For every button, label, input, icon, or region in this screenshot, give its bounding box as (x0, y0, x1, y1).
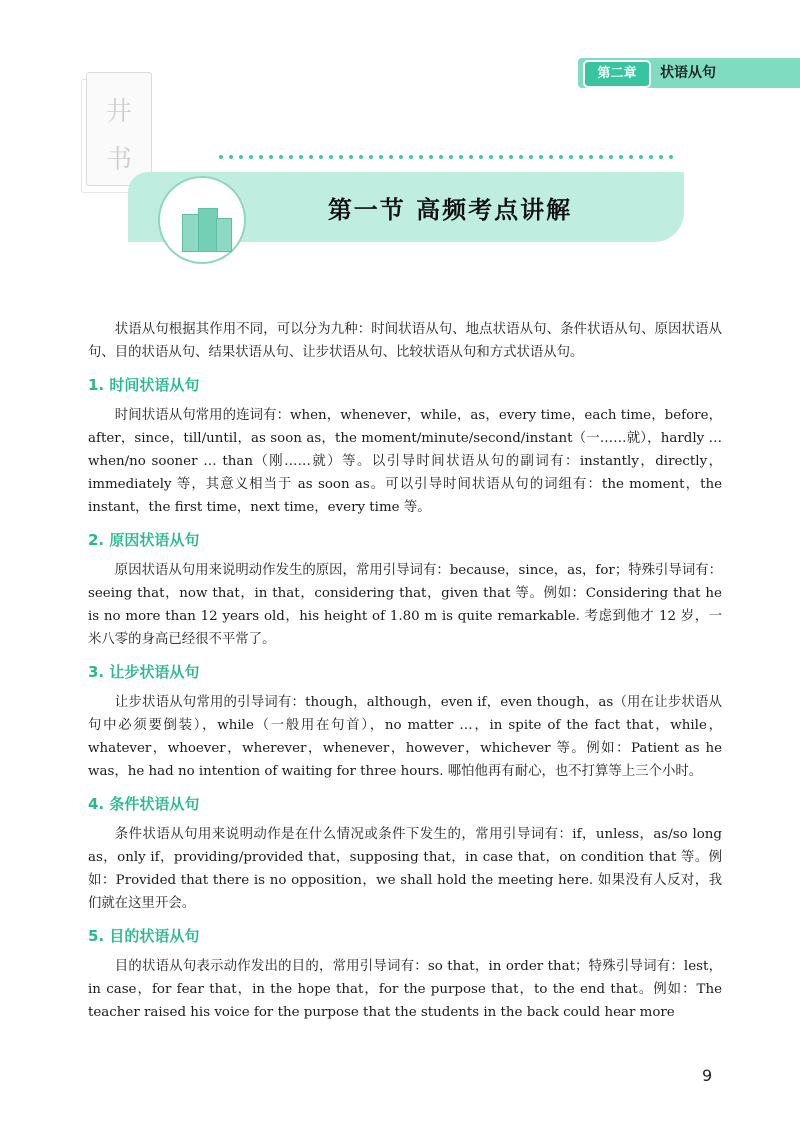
section-title: 第一节 高频考点讲解 (327, 195, 573, 224)
logo-char-top: 井 (105, 97, 132, 127)
heading-concession-clause: 3. 让步状语从句 (88, 663, 200, 681)
dotted-divider (216, 152, 676, 162)
paragraph-condition-clause: 条件状语从句用来说明动作是在什么情况或条件下发生的，常用引导词有：if，unless，as/so long as，only if，providing/provided that，supposing that，in case that，on condition that 等。例如：Provided that there is no opposition，we shall hold the meeting here. 如果没有人反对，我们就在这里开会。 (88, 827, 722, 911)
paragraph-reason-clause: 原因状语从句用来说明动作发生的原因，常用引导词有：because，since，as，for；特殊引导词有：seeing that，now that，in that，considering that，given that 等。例如：Considering that he is no more than 12 years old，his height of 1.80 m is quite remarkable. 考虑到他才 12 岁，一米八零的身高已经很不平常了。 (88, 563, 722, 647)
heading-condition-clause: 4. 条件状语从句 (88, 795, 200, 813)
heading-reason-clause: 2. 原因状语从句 (88, 531, 200, 549)
heading-time-clause: 1. 时间状语从句 (88, 376, 200, 394)
chapter-label: 第二章 (583, 60, 651, 88)
page-content (88, 318, 722, 1024)
heading-purpose-clause: 5. 目的状语从句 (88, 927, 200, 945)
page-number: 9 (702, 1066, 713, 1085)
intro-paragraph: 状语从句根据其作用不同，可以分为九种：时间状语从句、地点状语从句、条件状语从句、原因状语从句、目的状语从句、结果状语从句、让步状语从句、比较状语从句和方式状语从句。 (88, 322, 722, 360)
building-right-icon (216, 218, 232, 252)
paragraph-purpose-clause: 目的状语从句表示动作发出的目的，常用引导词有：so that，in order that；特殊引导词有：lest，in case，for fear that，in the hope that，for the purpose that，to the end that。例如：The teacher raised his voice for the purpose that the students in the back could hear more (88, 959, 722, 1020)
chapter-title: 状语从句 (660, 65, 716, 81)
logo-char-bottom: 书 (105, 145, 132, 175)
building-center-icon (198, 208, 218, 252)
paragraph-concession-clause: 让步状语从句常用的引导词有：though，although，even if，even though，as（用在让步状语从句中必须要倒装），while（一般用在句首），no matter …，in spite of the fact that，while，whatever，whoever，wherever，whenever，however，whichever 等。例如：Patient as he was，he had no intention of waiting for three hours. 哪怕他再有耐心，也不打算等上三个小时。 (88, 695, 722, 779)
publisher-logo (86, 72, 152, 186)
paragraph-time-clause: 时间状语从句常用的连词有：when，whenever，while，as，every time，each time，before，after，since，till/until，as soon as，the moment/minute/second/instant（一……就），hardly … when/no sooner … than（刚……就）等。以引导时间状语从句的副词有：instantly，directly，immediately 等，其意义相当于 as soon as。可以引导时间状语从句的词组有：the moment，the instant，the first time，next time，every time 等。 (88, 408, 722, 515)
